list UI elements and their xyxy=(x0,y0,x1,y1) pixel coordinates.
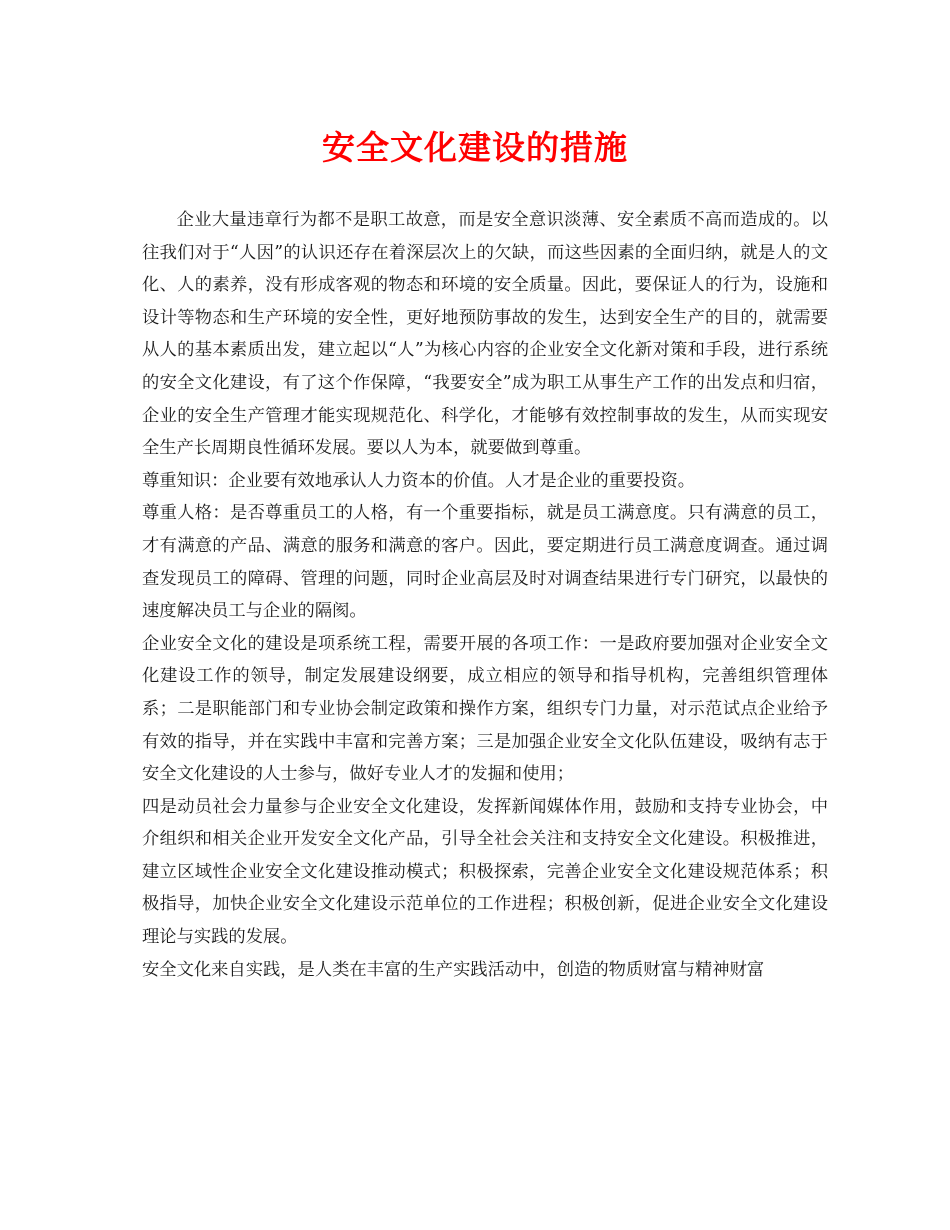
paragraph-respect-knowledge: 尊重知识：企业要有效地承认人力资本的价值。人才是企业的重要投资。 xyxy=(142,470,696,491)
paragraph-social-forces: 四是动员社会力量参与企业安全文化建设，发挥新闻媒体作用，鼓励和支持专业协会，中介组织和相关企业开发安全文化产品，引导全社会关注和支持安全文化建设。积极推进，建立区域性企业安全文化建设推动模式；积极探索，完善企业安全文化建设规范体系；积极指导，加快企业安全文化建设示范单位的工作进程；积极创新，促进企业安全文化建设理论与实践的发展。 xyxy=(142,796,828,948)
document-body xyxy=(142,204,828,986)
paragraph-practice: 安全文化来自实践，是人类在丰富的生产实践活动中，创造的物质财富与精神财富 xyxy=(142,959,765,980)
document-title: 安全文化建设的措施 xyxy=(322,128,628,167)
paragraph-system-engineering: 企业安全文化的建设是项系统工程，需要开展的各项工作：一是政府要加强对企业安全文化建设工作的领导，制定发展建设纲要，成立相应的领导和指导机构，完善组织管理体系；二是职能部门和专业协会制定政策和操作方案，组织专门力量，对示范试点企业给予有效的指导，并在实践中丰富和完善方案；三是加强企业安全文化队伍建设，吸纳有志于安全文化建设的人士参与，做好专业人才的发掘和使用； xyxy=(142,633,828,785)
paragraph-intro: 企业大量违章行为都不是职工故意，而是安全意识淡薄、安全素质不高而造成的。以往我们对于“人因”的认识还存在着深层次上的欠缺，而这些因素的全面归纳，就是人的文化、人的素养，没有形成客观的物态和环境的安全质量。因此，要保证人的行为，设施和设计等物态和生产环境的安全性，更好地预防事故的发生，达到安全生产的目的，就需要从人的基本素质出发，建立起以“人”为核心内容的企业安全文化新对策和手段，进行系统的安全文化建设，有了这个作保障，“我要安全”成为职工从事生产工作的出发点和归宿，企业的安全生产管理才能实现规范化、科学化，才能够有效控制事故的发生，从而实现安全生产长周期良性循环发展。要以人为本，就要做到尊重。 xyxy=(142,210,828,459)
paragraph-respect-personality: 尊重人格：是否尊重员工的人格，有一个重要指标，就是员工满意度。只有满意的员工，才有满意的产品、满意的服务和满意的客户。因此，要定期进行员工满意度调查。通过调查发现员工的障碍、管理的问题，同时企业高层及时对调查结果进行专门研究，以最快的速度解决员工与企业的隔阂。 xyxy=(142,503,828,622)
